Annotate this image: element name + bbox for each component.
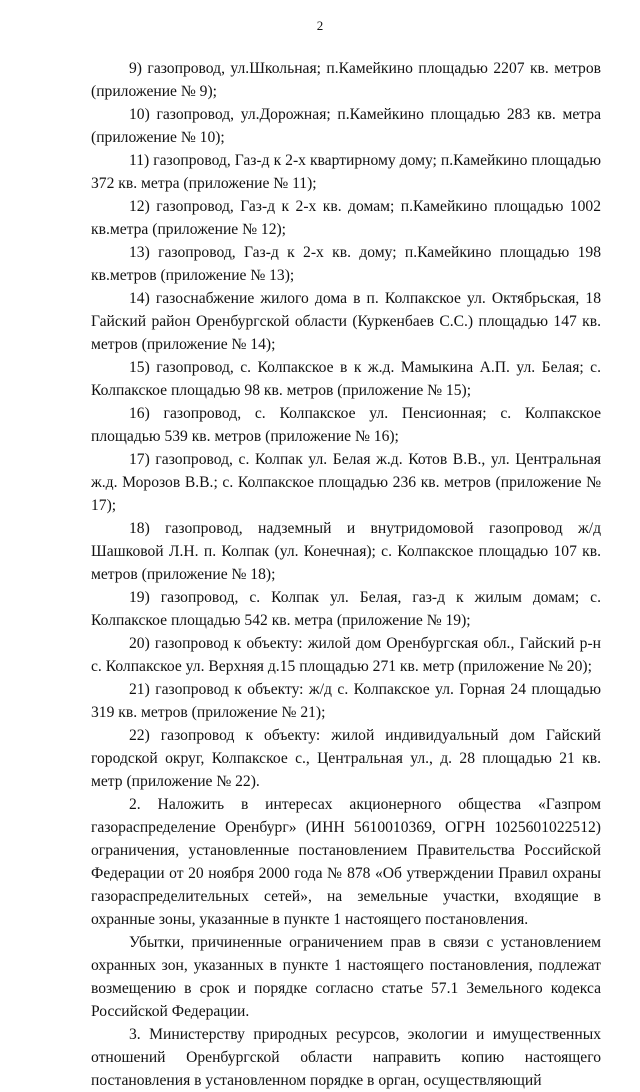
list-item-21: 21) газопровод к объекту: ж/д с. Колпакское ул. Горная 24 площадью 319 кв. метров (приложение № 21); bbox=[91, 681, 601, 721]
page-number: 2 bbox=[316, 18, 324, 33]
paragraph-losses: Убытки, причиненные ограничением прав в связи с установлением охранных зон, указанных в пункте 1 настоящего постановления, подлежат возмещению в срок и порядке согласно статье 57.1 Земельного кодекса Российской Федерации. bbox=[91, 934, 601, 1020]
list-item-12: 12) газопровод, Газ-д к 2-х кв. домам; п.Камейкино площадью 1002 кв.метра (приложение № 12); bbox=[91, 198, 601, 238]
list-item-20: 20) газопровод к объекту: жилой дом Оренбургская обл., Гайский р-н с. Колпакское ул. Верхняя д.15 площадью 271 кв. метр (приложение № 20); bbox=[91, 635, 601, 675]
paragraph-2: 2. Наложить в интересах акционерного общества «Газпром газораспределение Оренбург» (ИНН 5610010369, ОГРН 1025601022512) ограничения, установленные постановлением Правительства Российской Федерации от 20 ноября 2000 года № 878 «Об утверждении Правил охраны газораспределительных сетей», на земельные участки, входящие в охранные зоны, указанные в пункте 1 настоящего постановления. bbox=[91, 796, 601, 928]
list-item-15: 15) газопровод, с. Колпакское в к ж.д. Мамыкина А.П. ул. Белая; с. Колпакское площадью 98 кв. метров (приложение № 15); bbox=[91, 359, 601, 399]
document-body bbox=[91, 57, 601, 1092]
list-item-13: 13) газопровод, Газ-д к 2-х кв. дому; п.Камейкино площадью 198 кв.метров (приложение № 13); bbox=[91, 244, 601, 284]
list-item-18: 18) газопровод, надземный и внутридомовой газопровод ж/д Шашковой Л.Н. п. Колпак (ул. Конечная); с. Колпакское площадью 107 кв. метров (приложение № 18); bbox=[91, 520, 601, 583]
list-item-19: 19) газопровод, с. Колпак ул. Белая, газ-д к жилым домам; с. Колпакское площадью 542 кв. метра (приложение № 19); bbox=[91, 589, 601, 629]
list-item-17: 17) газопровод, с. Колпак ул. Белая ж.д. Котов В.В., ул. Центральная ж.д. Морозов В.В.; с. Колпакское площадью 236 кв. метров (приложение № 17); bbox=[91, 451, 601, 514]
list-item-10: 10) газопровод, ул.Дорожная; п.Камейкино площадью 283 кв. метра (приложение № 10); bbox=[91, 106, 601, 146]
list-item-16: 16) газопровод, с. Колпакское ул. Пенсионная; с. Колпакское площадью 539 кв. метров (приложение № 16); bbox=[91, 405, 601, 445]
list-item-11: 11) газопровод, Газ-д к 2-х квартирному дому; п.Камейкино площадью 372 кв. метра (приложение № 11); bbox=[91, 152, 601, 192]
list-item-9: 9) газопровод, ул.Школьная; п.Камейкино площадью 2207 кв. метров (приложение № 9); bbox=[91, 60, 601, 100]
paragraph-3: 3. Министерству природных ресурсов, экологии и имущественных отношений Оренбургской области направить копию настоящего постановления в установленном порядке в орган, осуществляющий bbox=[91, 1026, 601, 1089]
list-item-14: 14) газоснабжение жилого дома в п. Колпакское ул. Октябрьская, 18 Гайский район Оренбургской области (Куркенбаев С.С.) площадью 147 кв. метров (приложение № 14); bbox=[91, 290, 601, 353]
list-item-22: 22) газопровод к объекту: жилой индивидуальный дом Гайский городской округ, Колпакское с., Центральная ул., д. 28 площадью 21 кв. метр (приложение № 22). bbox=[91, 727, 601, 790]
